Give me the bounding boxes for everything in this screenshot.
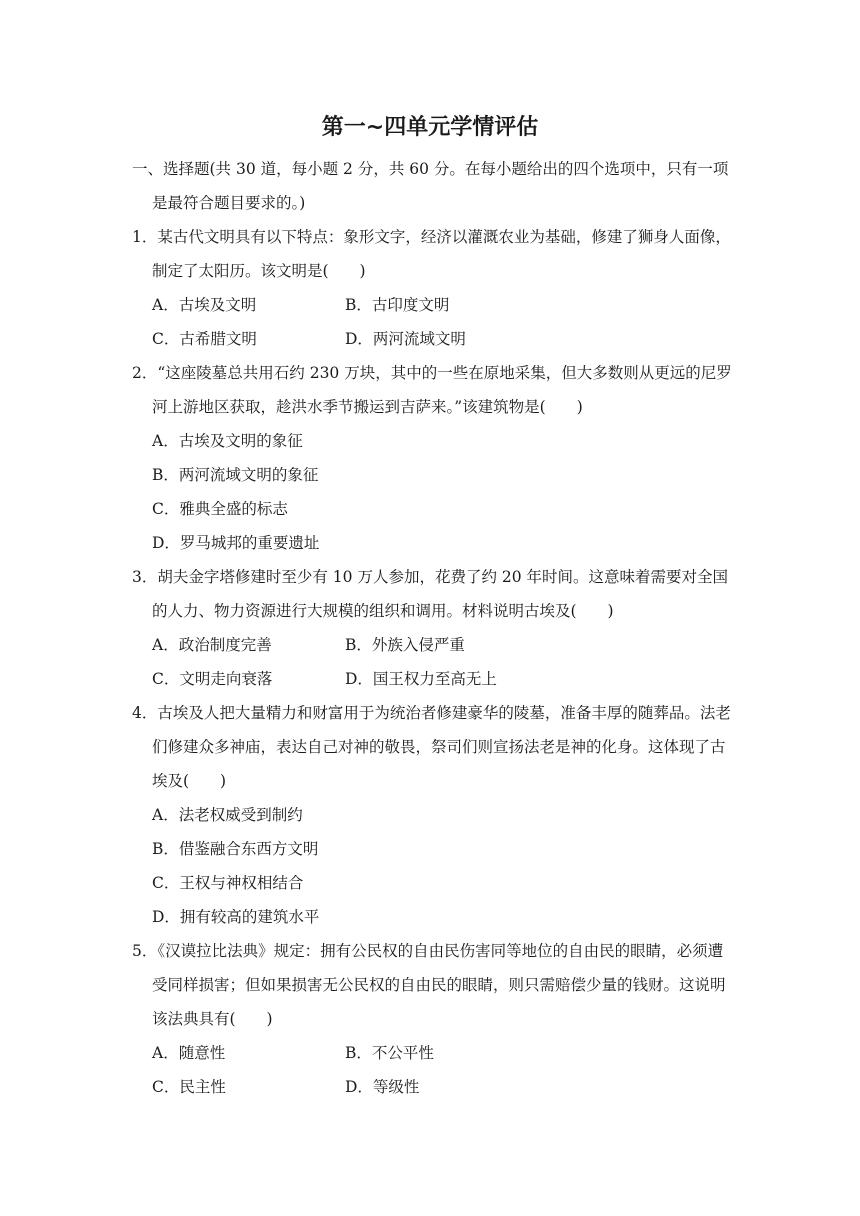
question-stem: 5．《汉谟拉比法典》规定：拥有公民权的自由民伤害同等地位的自由民的眼睛，必须遭受同样损害；但如果损害无公民权的自由民的眼睛，则只需赔偿少量的钱财。这说明该法典具有( ) bbox=[132, 942, 726, 1028]
option-d: D．拥有较高的建筑水平 bbox=[152, 908, 320, 926]
options-row bbox=[132, 288, 732, 322]
option-a: A．随意性 bbox=[152, 1044, 226, 1062]
option-c: C．雅典全盛的标志 bbox=[152, 500, 288, 518]
option-c: C．古希腊文明 bbox=[152, 330, 257, 348]
option-b: B．两河流域文明的象征 bbox=[152, 466, 319, 484]
options-column bbox=[132, 424, 732, 560]
option-b: B．外族入侵严重 bbox=[345, 636, 465, 654]
option-c: C．文明走向衰落 bbox=[152, 670, 273, 688]
option-d: D．两河流域文明 bbox=[345, 330, 466, 348]
option-d: D．罗马城邦的重要遗址 bbox=[152, 534, 320, 552]
exam-content bbox=[132, 152, 732, 1104]
option-a: A．法老权威受到制约 bbox=[152, 806, 303, 824]
question-stem: 1．某古代文明具有以下特点：象形文字，经济以灌溉农业为基础，修建了狮身人面像，制定了太阳历。该文明是( ) bbox=[132, 228, 731, 280]
option-d: D．等级性 bbox=[345, 1078, 420, 1096]
options-row bbox=[132, 322, 732, 356]
options-column bbox=[132, 798, 732, 934]
option-b: B．借鉴融合东西方文明 bbox=[152, 840, 319, 858]
section-heading: 一、选择题(共 30 道，每小题 2 分，共 60 分。在每小题给出的四个选项中，只有一项是最符合题目要求的。) bbox=[132, 160, 729, 212]
option-d: D．国王权力至高无上 bbox=[345, 670, 497, 688]
option-c: C．王权与神权相结合 bbox=[152, 874, 304, 892]
option-a: A．古埃及文明的象征 bbox=[152, 432, 303, 450]
question-4 bbox=[132, 696, 732, 934]
options-row bbox=[132, 628, 732, 662]
options-row bbox=[132, 1070, 732, 1104]
option-b: B．不公平性 bbox=[345, 1044, 434, 1062]
option-a: A．政治制度完善 bbox=[152, 636, 272, 654]
question-1 bbox=[132, 220, 732, 356]
question-stem: 2．“这座陵墓总共用石约 230 万块，其中的一些在原地采集，但大多数则从更远的尼罗河上游地区获取，趁洪水季节搬运到吉萨来。”该建筑物是( ) bbox=[132, 364, 732, 416]
options-row bbox=[132, 662, 732, 696]
question-stem: 4．古埃及人把大量精力和财富用于为统治者修建豪华的陵墓，准备丰厚的随葬品。法老们修建众多神庙，表达自己对神的敬畏，祭司们则宣扬法老是神的化身。这体现了古埃及( ) bbox=[132, 704, 731, 790]
question-3 bbox=[132, 560, 732, 696]
question-2 bbox=[132, 356, 732, 560]
question-5 bbox=[132, 934, 732, 1104]
options-row bbox=[132, 1036, 732, 1070]
option-c: C．民主性 bbox=[152, 1078, 226, 1096]
page-title: 第一~四单元学情评估 bbox=[321, 115, 539, 140]
question-stem: 3．胡夫金字塔修建时至少有 10 万人参加，花费了约 20 年时间。这意味着需要对全国的人力、物力资源进行大规模的组织和调用。材料说明古埃及( ) bbox=[132, 568, 729, 620]
option-a: A．古埃及文明 bbox=[152, 296, 257, 314]
option-b: B．古印度文明 bbox=[345, 296, 450, 314]
